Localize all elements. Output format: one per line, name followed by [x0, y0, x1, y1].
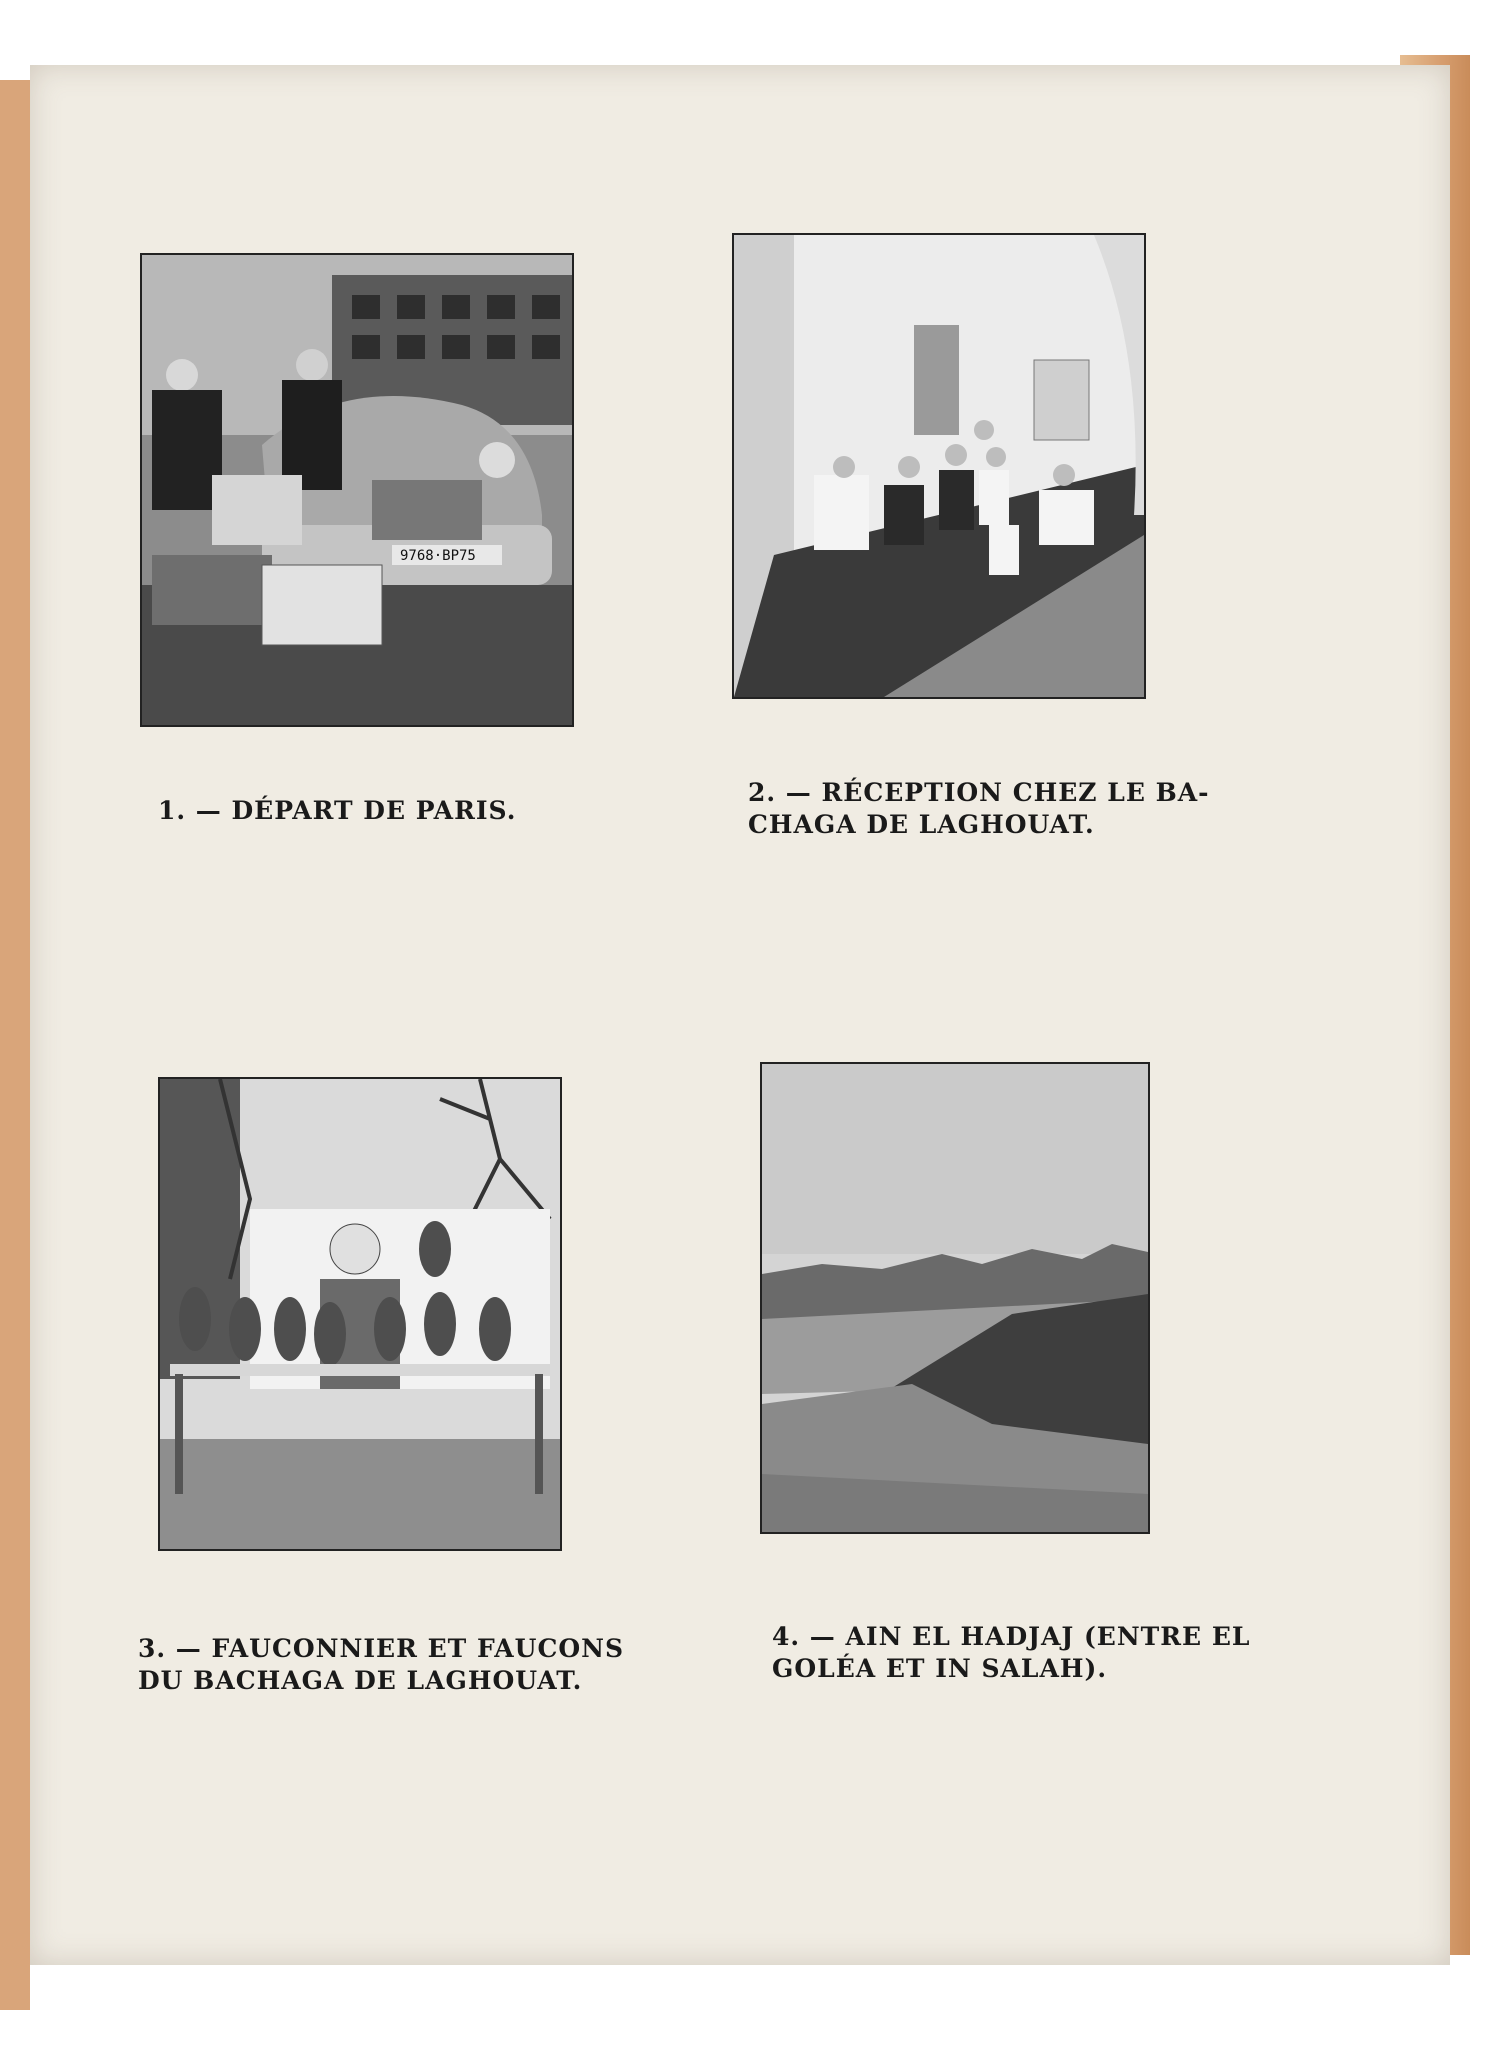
photo-reception-chez-le-bachaga [732, 233, 1146, 699]
caption-photo-4-line-2: GOLÉA ET IN SALAH). [772, 1654, 1108, 1683]
caption-photo-1-line-1: 1. — DÉPART DE PARIS. [158, 796, 517, 825]
photo-ain-el-hadjaj [760, 1062, 1150, 1534]
photo-depart-de-paris [140, 253, 574, 727]
book-cover-edge-left [0, 80, 30, 2010]
caption-photo-4 [772, 1621, 1250, 1685]
caption-photo-3 [138, 1633, 624, 1697]
caption-photo-3-line-1: 3. — FAUCONNIER ET FAUCONS [138, 1634, 625, 1663]
caption-photo-3-line-2: DU BACHAGA DE LAGHOUAT. [138, 1666, 583, 1695]
caption-photo-2 [748, 777, 1210, 841]
caption-photo-4-line-1: 4. — AIN EL HADJAJ (ENTRE EL [772, 1622, 1251, 1651]
photo-fauconnier-et-faucons [158, 1077, 562, 1551]
caption-photo-2-line-1: 2. — RÉCEPTION CHEZ LE BA- [748, 778, 1210, 807]
license-plate: 9768·BP75 [400, 548, 476, 564]
page [30, 65, 1450, 1965]
caption-photo-1 [158, 795, 516, 827]
caption-photo-2-line-2: CHAGA DE LAGHOUAT. [748, 810, 1095, 839]
